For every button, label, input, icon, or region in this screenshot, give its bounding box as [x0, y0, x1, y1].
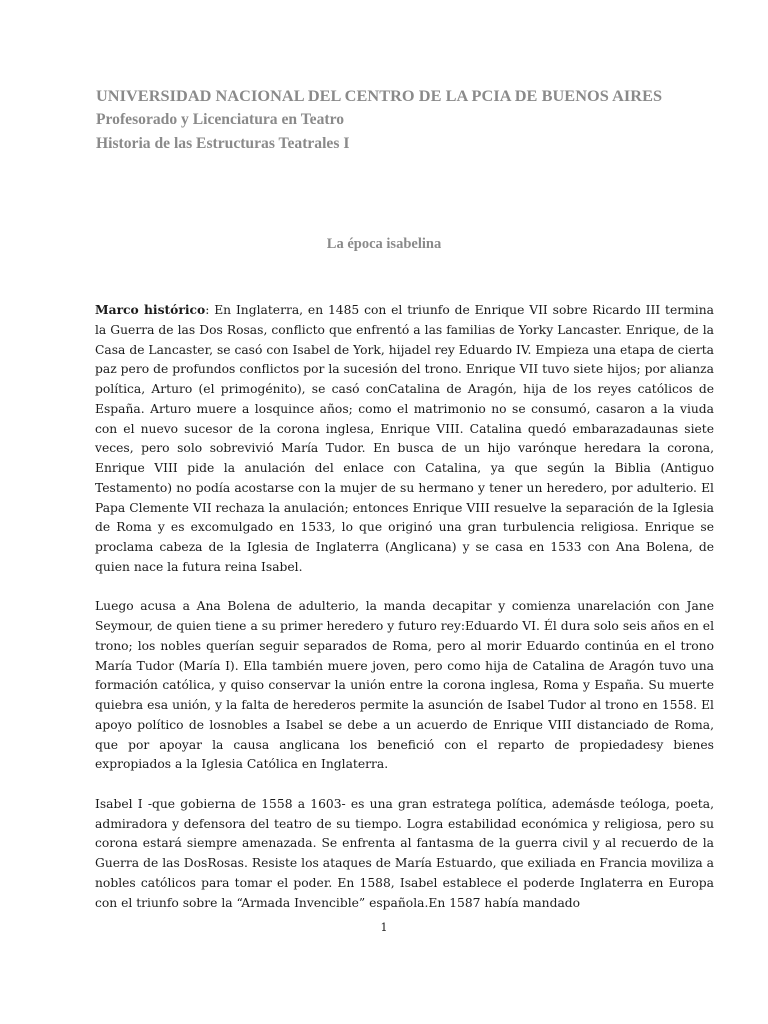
section-label: Marco histórico	[95, 302, 206, 317]
institution-name: UNIVERSIDAD NACIONAL DEL CENTRO DE LA PCIA DE BUENOS AIRES	[96, 86, 663, 105]
document-header	[96, 85, 696, 155]
paragraph-text: : En Inglaterra, en 1485 con el triunfo de Enrique VII sobre Ricardo III termina la Guerra de las Dos Rosas, conflicto que enfrentó a las familias de Yorky Lancaster. Enrique, de la Casa de Lancaster, se casó con Isabel de York, hijadel rey Eduardo IV. Empieza una etapa de cierta paz pero de profundos conflictos por la sucesión del trono. Enrique VII tuvo siete hijos; por alianza política, Arturo (el primogénito), se casó conCatalina de Aragón, hija de los reyes católicos de España. Arturo muere a losquince años; como el matrimonio no se consumó, casaron a la viuda con el nuevo sucesor de la corona inglesa, Enrique VIII. Catalina quedó embarazadaunas siete veces, pero solo sobrevivió María Tudor. En busca de un hijo varónque heredara la corona, Enrique VIII pide la anulación del enlace con Catalina, ya que según la Biblia (Antiguo Testamento) no podía acostarse con la mujer de su hermano y tener un heredero, por adulterio. El Papa Clemente VII rechaza la anulación; entonces Enrique VIII resuelve la separación de la Iglesia de Roma y es excomulgado en 1533, lo que originó una gran turbulencia religiosa. Enrique se proclama cabeza de la Iglesia de Inglaterra (Anglicana) y se casa en 1533 con Ana Bolena, de quien nace la futura reina Isabel.	[95, 303, 714, 574]
paragraph-isabel-reign: Isabel I -que gobierna de 1558 a 1603- es una gran estratega política, ademásde teóloga, poeta, admiradora y defensora del teatro de su tiempo. Logra estabilidad económica y religiosa, pero su corona estará siempre amenazada. Se enfrenta al fantasma de la guerra civil y al recuerdo de la Guerra de las DosRosas. Resiste los ataques de María Estuardo, que exiliada en Francia moviliza a nobles católicos para tomar el poder. En 1588, Isabel establece el poderde Inglaterra en Europa con el triunfo sobre la “Armada Invencible” española.En 1587 había mandado	[95, 796, 714, 910]
program-name: Profesorado y Licenciatura en Teatro	[96, 111, 345, 128]
page-number: 1	[380, 921, 388, 934]
course-name: Historia de las Estructuras Teatrales I	[96, 135, 350, 152]
paragraph-historical-context	[95, 300, 714, 578]
document-body	[95, 300, 714, 933]
document-title: La época isabelina	[326, 236, 442, 252]
paragraph-succession: Luego acusa a Ana Bolena de adulterio, la manda decapitar y comienza unarelación con Jane Seymour, de quien tiene a su primer heredero y futuro rey:Eduardo VI. Él dura solo seis años en el trono; los nobles querían seguir separados de Roma, pero al morir Eduardo continúa en el trono María Tudor (María I). Ella también muere joven, pero como hija de Catalina de Aragón tuvo una formación católica, y quiso conservar la unión entre la corona inglesa, Roma y España. Su muerte quiebra esa unión, y la falta de herederos permite la asunción de Isabel Tudor al trono en 1558. El apoyo político de losnobles a Isabel se debe a un acuerdo de Enrique VIII distanciado de Roma, que por apoyar la causa anglicana los benefició con el reparto de propiedadesy bienes expropiados a la Iglesia Católica en Inglaterra.	[95, 599, 714, 772]
